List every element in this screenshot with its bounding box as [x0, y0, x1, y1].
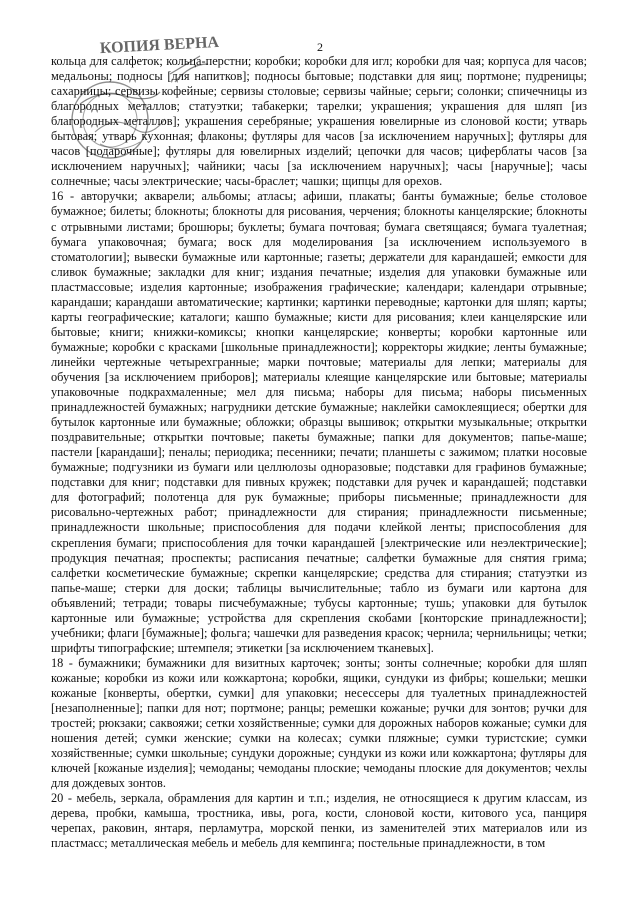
document-body: [51, 54, 587, 851]
svg-text:КОПИЯ ВЕРНА: КОПИЯ ВЕРНА: [99, 34, 220, 58]
page-number: 2: [317, 40, 323, 54]
paragraph-class-14-continued: кольца для салфеток; кольца-перстни; коробки; коробки для игл; коробки для чая; корпуса для часов; медальоны; подносы [для напитков]; подносы бытовые; подставки для яиц; портмоне; пудреницы; сахарницы; сервизы кофейные; сервизы столовые; сервизы чайные; серьги; солонки; спичечницы из благородных металлов; статуэтки; табакерки; тарелки; украшения; украшения для шляп [из благородных металлов]; украшения серебряные; украшения ювелирные из слоновой кости; утварь бытовая; утварь кухонная; флаконы; футляры для часов [за исключением наручных]; футляры для часов [подарочные]; футляры для ювелирных изделий; цепочки для часов; циферблаты часов [за исключением наручных]; чайники; часы [за исключением наручных]; часы [наручные]; часы солнечные; часы электрические; часы-браслет; чашки; щипцы для орехов.: [51, 54, 587, 189]
paragraph-class-18: 18 - бумажники; бумажники для визитных карточек; зонты; зонты солнечные; коробки для шляп кожаные; коробки из кожи или кожкартона; коробки, ящики, сундуки из фибры; кошельки; мешки кожаные [конверты, обертки, сумки] для упаковки; несессеры для туалетных принадлежностей [незаполненные]; папки для нот; портмоне; ранцы; ремешки кожаные; ручки для зонтов; ручки для тростей; рюкзаки; саквояжи; сетки хозяйственные; сумки для дорожных наборов кожаные; сумки для ношения детей; сумки женские; сумки на колесах; сумки пляжные; сумки туристские; сумки хозяйственные; сумки школьные; сундуки дорожные; сундуки из кожи или кожкартона; футляры для ключей [кожаные изделия]; чемоданы; чемоданы плоские; чемоданы плоские для документов; чехлы для дождевых зонтов.: [51, 655, 587, 791]
paragraph-class-16: 16 - авторучки; акварели; альбомы; атласы; афиши, плакаты; банты бумажные; белье столовое бумажное; билеты; блокноты; блокноты для рисования, черчения; блокноты канцелярские; блокноты с отрывными листами; брошюры; буклеты; бумага почтовая; бумага светящаяся; бумага туалетная; бумага упаковочная; бумага; воск для моделирования [за исключением используемого в стоматологии]; вывески бумажные или картонные; газеты; держатели для карандашей; емкости для сливок бумажные; закладки для книг; издания печатные; изделия для упаковки бумажные или пластмассовые; изделия картонные; изображения графические; календари; календари отрывные; карандаши; карандаши автоматические; картинки; картинки переводные; картонки для шляп; карты; карты географические; каталоги; кашпо бумажные; кисти для рисования; клеи канцелярские или бытовые; книги; книжки-комиксы; кнопки канцелярские; конверты; коробки картонные или бумажные; коробки с красками [школьные принадлежности]; корректоры жидкие; ленты бумажные; линейки чертежные четырехгранные; марки почтовые; материалы для лепки; материалы для обучения [за исключением приборов]; материалы клеящие канцелярские или бытовые; материалы упаковочные подкрахмаленные; мел для письма; наборы для письма; наборы письменных принадлежностей бумажных; нагрудники детские бумажные; наклейки самоклеящиеся; обертки для бутылок картонные или бумажные; обложки; образцы вышивок; открытки музыкальные; открытки поздравительные; открытки почтовые; пакеты бумажные; папки для документов; папье-маше; пастели [карандаши]; пеналы; периодика; песенники; печати; планшеты с зажимом; платки носовые бумажные; подгузники из бумаги или целлюлозы одноразовые; подставки для графинов бумажные; подставки для книг; подставки для пивных кружек; подставки для ручек и карандашей; подставки для фотографий; полотенца для рук бумажные; приборы письменные; принадлежности для рисовально-чертежных работ; принадлежности для стирания; принадлежности письменные; принадлежности школьные; приспособления для подачи клейкой ленты; приспособления для скрепления бумаги; приспособления для точки карандашей [электрические или неэлектрические]; продукция печатная; проспекты; расписания печатные; салфетки бумажные для снятия грима; салфетки косметические бумажные; скрепки канцелярские; средства для стирания; статуэтки из папье-маше; стерки для доски; таблицы вычислительные; табло из бумаги или картона для объявлений; тетради; товары писчебумажные; тубусы картонные; тушь; упаковки для бутылок картонные или бумажные; устройства для скрепления скобами [конторские принадлежности]; учебники; флаги [бумажные]; фольга; чашечки для разведения красок; чернила; чернильницы; четки; шрифты типографские; штемпеля; этикетки [за исключением тканевых].: [51, 189, 587, 655]
paragraph-class-20: 20 - мебель, зеркала, обрамления для картин и т.п.; изделия, не относящиеся к другим классам, из дерева, пробки, камыша, тростника, ивы, рога, кости, слоновой кости, китового уса, панциря черепах, раковин, янтаря, перламутра, морской пенки, из заменителей этих материалов или из пластмасс; металлическая мебель и мебель для кемпинга; постельные принадлежности, в том: [51, 791, 587, 851]
